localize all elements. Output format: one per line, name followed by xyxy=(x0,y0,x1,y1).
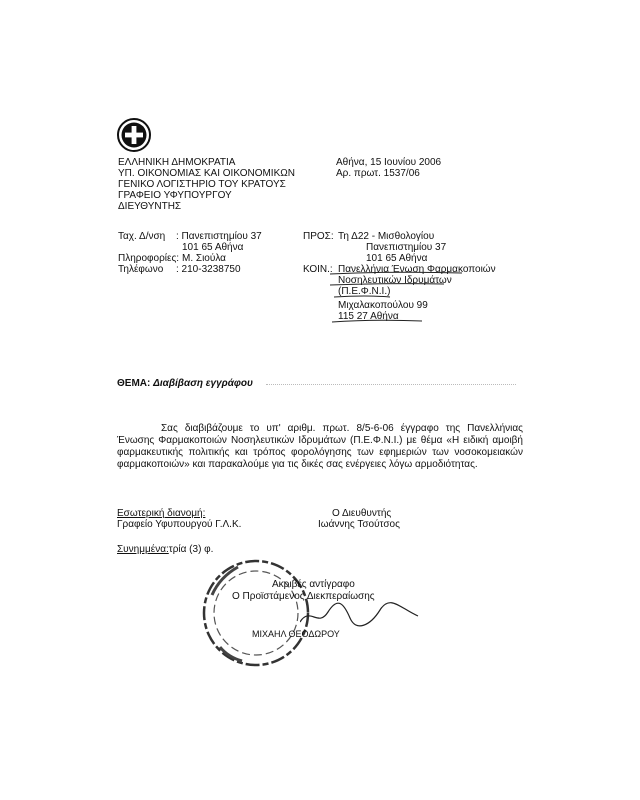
recipient-to-label: ΠΡΟΣ: xyxy=(303,231,334,242)
recipient-cc-line1: Πανελλήνια Ένωση Φαρμακοποιών xyxy=(338,264,496,275)
copy-certification-line1: Ακριβές αντίγραφο xyxy=(272,579,355,590)
header-line-1: ΕΛΛΗΝΙΚΗ ΔΗΜΟΚΡΑΤΙΑ xyxy=(118,157,236,168)
header-line-2: ΥΠ. ΟΙΚΟΝΟΜΙΑΣ ΚΑΙ ΟΙΚΟΝΟΜΙΚΩΝ xyxy=(118,168,295,179)
document-date: Αθήνα, 15 Ιουνίου 2006 xyxy=(336,157,442,168)
recipient-cc-line2: Νοσηλευτικών Ιδρυμάτων xyxy=(338,275,452,286)
subject-line xyxy=(117,378,253,389)
copy-certification-name: ΜΙΧΑΗΛ ΘΕΟΔΩΡΟΥ xyxy=(252,629,340,639)
subject-dotted-line xyxy=(266,384,516,385)
recipient-cc-line4: Μιχαλακοπούλου 99 xyxy=(338,300,428,311)
sender-info-value: Μ. Σιούλα xyxy=(182,253,226,264)
distribution-label: Εσωτερική διανομή: xyxy=(117,508,206,519)
recipient-cc-label: ΚΟΙΝ.: xyxy=(303,264,333,275)
sender-address-label: Ταχ. Δ/νση xyxy=(118,231,166,242)
header-line-5: ΔΙΕΥΘΥΝΤΗΣ xyxy=(118,201,182,212)
signature-role: Ο Διευθυντής xyxy=(332,508,392,519)
attachments-label: Συνημμένα: xyxy=(117,544,169,555)
header-line-4: ΓΡΑΦΕΙΟ ΥΦΥΠΟΥΡΓΟΥ xyxy=(118,190,232,201)
signature-name: Ιωάννης Τσούτσος xyxy=(318,519,400,530)
attachments-value: τρία (3) φ. xyxy=(168,544,214,555)
sender-address-line1: : Πανεπιστημίου 37 xyxy=(176,231,262,242)
attachments-line xyxy=(117,544,213,555)
header-line-3: ΓΕΝΙΚΟ ΛΟΓΙΣΤΗΡΙΟ ΤΟΥ ΚΡΑΤΟΥΣ xyxy=(118,179,286,190)
recipient-to-line3: 101 65 Αθήνα xyxy=(366,253,428,264)
recipient-to-line1: Τη Δ22 - Μισθολογίου xyxy=(338,231,435,242)
copy-certification-line2: Ο Προϊστάμενος Διεκπεραίωσης xyxy=(232,591,375,602)
protocol-number: Αρ. πρωτ. 1537/06 xyxy=(336,168,420,179)
sender-phone-label: Τηλέφωνο xyxy=(118,264,164,275)
sender-address-line2: 101 65 Αθήνα xyxy=(182,242,244,253)
recipient-cc-line5: 115 27 Αθήνα xyxy=(338,311,399,322)
sender-info-label: Πληροφορίες: xyxy=(118,253,180,264)
greek-emblem-icon xyxy=(117,118,151,152)
recipient-cc-line3: (Π.Ε.Φ.Ν.Ι.) xyxy=(338,286,391,297)
subject-value: Διαβίβαση εγγράφου xyxy=(153,378,253,389)
distribution-value: Γραφείο Υφυπουργού Γ.Λ.Κ. xyxy=(117,519,242,530)
sender-phone-value: : 210-3238750 xyxy=(176,264,241,275)
subject-label: ΘΕΜΑ: xyxy=(117,378,151,389)
recipient-to-line2: Πανεπιστημίου 37 xyxy=(366,242,447,253)
handwritten-underlines xyxy=(326,270,466,326)
signature-scribble xyxy=(300,600,420,630)
letter-body: Σας διαβιβάζουμε το υπ' αριθμ. πρωτ. 8/5-6-06 έγγραφο της Πανελλήνιας Ένωσης Φαρμακοποιών Νοσηλευτικών Ιδρυμάτων (Π.Ε.Φ.Ν.Ι.) με θέμα «Η ειδική αμοιβή φαρμακευτικής πολιτικής και τρόπος φορολόγησης των εφημεριών των νοσοκομειακών φαρμακοποιών» και παρακαλούμε για τις δικές σας ενέργειες λόγω αρμοδιότητας. xyxy=(117,423,523,470)
